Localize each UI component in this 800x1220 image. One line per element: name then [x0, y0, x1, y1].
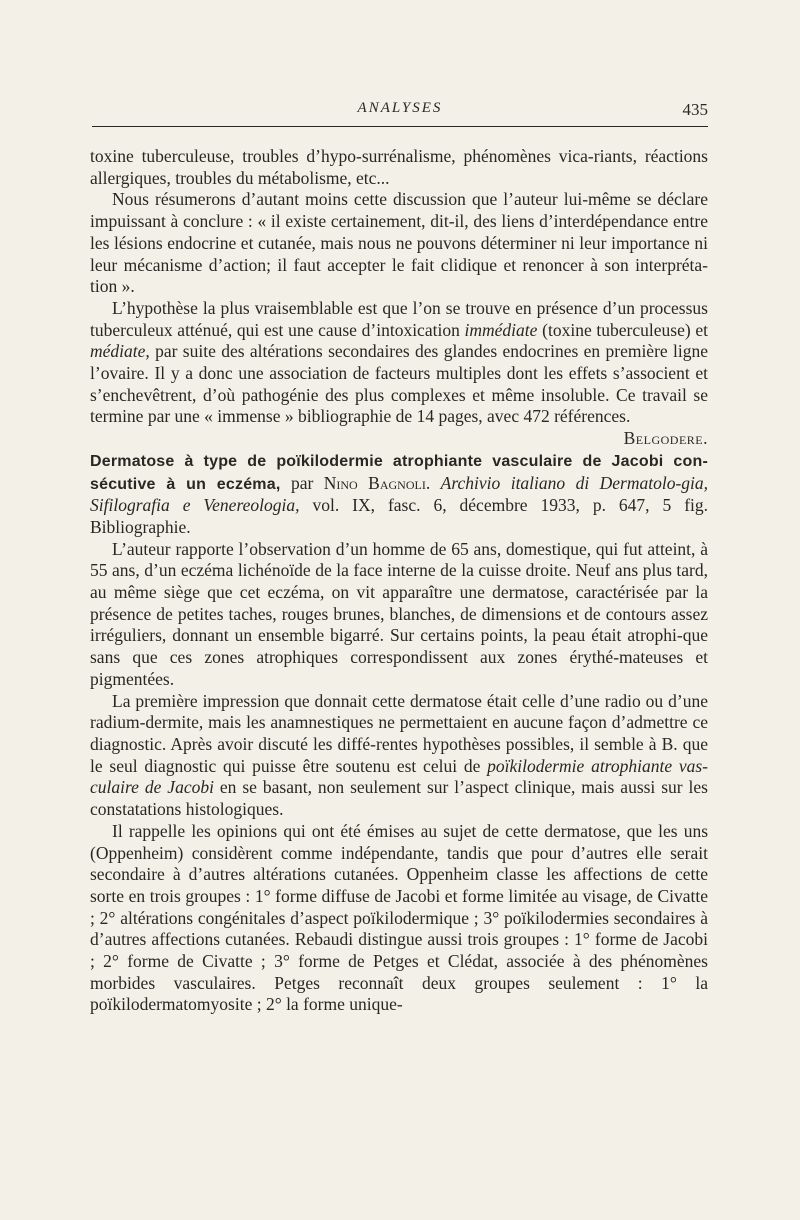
paragraph [90, 297, 709, 449]
text-run: en se basant, non seulement sur l’aspect clinique, mais aussi sur les constatations histologiques. [90, 777, 708, 820]
running-head: ANALYSES [357, 100, 443, 116]
page-header [92, 100, 708, 126]
page-number: 435 [682, 100, 708, 119]
reviewer-signature: Belgodere. [623, 428, 708, 449]
paragraph: Nous résumerons d’autant moins cette discussion que l’auteur lui-même se déclare impuissant à conclure : « il existe certainement, dit-il, des liens d’interdépendance entre les lésions endocrine et cutanée, mais nous ne pouvons déterminer ni leur importance ni leur mécanisme d’action; il faut accepter le fait clidique et renoncer à son interpréta-tion ». [90, 189, 708, 297]
journal-name: Archivio italiano di Dermatolo-gia, Sifilografia e Venereologia, [90, 472, 709, 516]
article-title: Dermatose à type de poïkilodermie atrophiante vasculaire de Jacobi con-sécutive à un eczéma, [90, 452, 708, 493]
text-run: La première impression que donnait cette dermatose était celle d’une radio ou d’une radium-dermite, mais les anamnestiques ne permettaient en aucune façon d’admettre ce diagnostic. Après avoir discuté les diffé-rentes hypothèses possibles, il semble à B. que le seul diagnostic qui puisse être soutenu est celui de [90, 690, 708, 776]
paragraph: Il rappelle les opinions qui ont été émises au sujet de cette dermatose, que les uns (Oppenheim) considèrent comme indépendante, tandis que pour d’autres elle serait secondaire à d’autres altérations cutanées. Oppenheim classe les affections de cette sorte en trois groupes : 1° forme diffuse de Jacobi et forme limitée au visage, de Civatte ; 2° altérations congénitales d’aspect poïkilodermique ; 3° poïkilodermies secondaires à d’autres affections cutanées. Rebaudi distingue aussi trois groupes : 1° forme de Jacobi ; 2° forme de Civatte ; 3° forme de Petges et Clédat, associée à des phénomènes morbides vasculaires. Petges reconnaît deux groupes seulement : 1° la poïkilodermatomyosite ; 2° la forme unique- [90, 820, 708, 1015]
by-word: par [290, 472, 314, 493]
text-run: par suite des altérations secondaires des glandes endocrines en première ligne l’ovaire. Il y a donc une association de facteurs multiples dont les effets s’associent et s’enchevêtrent, d’où pathogénie des plus complexes et même insoluble. Ce travail se termine par une « immense » bibliographie de 14 pages, avec 472 références. [90, 341, 708, 427]
article-author: Nino Bagnoli. [323, 472, 431, 493]
italic-text: poïkilodermie atrophiante vas-culaire de Jacobi [90, 755, 708, 798]
article-reference: vol. IX, fasc. 6, décembre 1933, p. 647, 5 fig. Bibliographie. [90, 495, 709, 537]
italic-text: immédiate [464, 319, 538, 340]
text-run: L’hypothèse la plus vraisemblable est que l’on se trouve en présence d’un processus tuberculeux atténué, qui est une cause d’intoxication [90, 297, 708, 340]
italic-text: médiate, [90, 341, 150, 362]
article-heading [90, 450, 708, 539]
text-run: (toxine tuberculeuse) et [542, 319, 709, 340]
paragraph: L’auteur rapporte l’observation d’un homme de 65 ans, domestique, qui fut atteint, à 55 ans, d’un eczéma lichénoïde de la face interne de la cuisse droite. Neuf ans plus tard, au même siège que cet eczéma, on vit apparaître une dermatose, caractérisée par la présence de petites taches, rouges brunes, blanches, de dimensions et de contours assez irréguliers, donnant un ensemble bigarré. Sur certains points, la peau était atrophi-que sans que ces zones atrophiques correspondissent aux zones érythé-mateuses et pigmentées. [90, 538, 708, 689]
paragraph [90, 691, 708, 821]
page-body [90, 146, 708, 1016]
header-rule [92, 126, 708, 127]
paragraph: toxine tuberculeuse, troubles d’hypo-surrénalisme, phénomènes vica-riants, réactions allergiques, troubles du métabolisme, etc... [90, 146, 708, 188]
